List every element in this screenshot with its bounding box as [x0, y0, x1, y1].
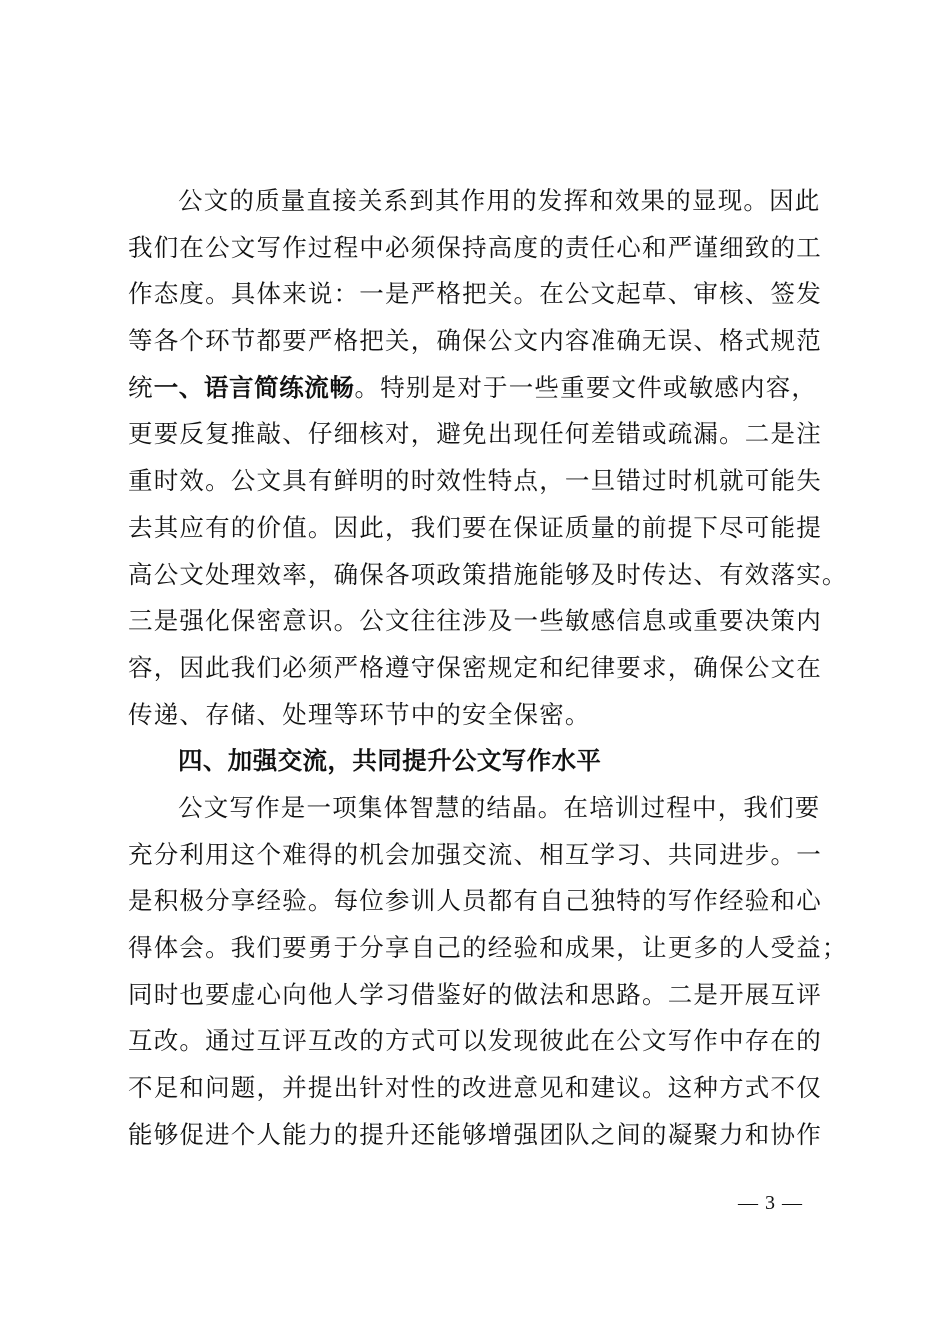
paragraph-2-line-8: 能够促进个人能力的提升还能够增强团队之间的凝聚力和协作 — [128, 1119, 822, 1149]
paragraph-2-line-4: 得体会。我们要勇于分享自己的经验和成果，让更多的人受益； — [128, 933, 848, 962]
document-body — [128, 178, 848, 1158]
paragraph-2-line-7: 不足和问题，并提出针对性的改进意见和建议。这种方式不仅 — [128, 1073, 822, 1103]
section-heading-4: 四、加强交流，共同提升公文写作水平 — [178, 746, 602, 776]
paragraph-2-line-3: 是积极分享经验。每位参训人员都有自己独特的写作经验和心 — [128, 886, 822, 916]
paragraph-1-line-11: 容，因此我们必须严格遵守保密规定和纪律要求，确保公文在 — [128, 652, 822, 682]
paragraph-2-line-1: 公文写作是一项集体智慧的结晶。在培训过程中，我们要 — [178, 792, 821, 822]
paragraph-1-line-9: 高公文处理效率，确保各项政策措施能够及时传达、有效落实。 — [128, 559, 848, 589]
paragraph-2-line-6: 互改。通过互评互改的方式可以发现彼此在公文写作中存在的 — [128, 1026, 822, 1056]
paragraph-1-line-4: 等各个环节都要严格把关，确保公文内容准确无误、格式规范 — [128, 326, 822, 356]
paragraph-2-line-2: 充分利用这个难得的机会加强交流、相互学习、共同进步。一 — [128, 839, 822, 869]
paragraph-1-line-3: 作态度。具体来说：一是严格把关。在公文起草、审核、签发 — [128, 279, 822, 309]
paragraph-1-line-10: 三是强化保密意识。公文往往涉及一些敏感信息或重要决策内 — [128, 606, 822, 636]
page-number: — 3 — — [738, 1192, 803, 1214]
paragraph-1-line-12: 传递、存储、处理等环节中的安全保密。 — [128, 699, 591, 729]
paragraph-1-line-7: 重时效。公文具有鲜明的时效性特点，一旦错过时机就可能失 — [128, 466, 822, 496]
line-5-prefix: 统 — [128, 372, 154, 402]
paragraph-2-line-5: 同时也要虚心向他人学习借鉴好的做法和思路。二是开展互评 — [128, 979, 822, 1009]
paragraph-1-line-6: 更要反复推敲、仔细核对，避免出现任何差错或疏漏。二是注 — [128, 419, 822, 449]
paragraph-1-line-5 — [128, 365, 838, 412]
inline-bold-heading: 一、语言简练流畅 — [153, 372, 355, 402]
paragraph-1-line-1: 公文的质量直接关系到其作用的发挥和效果的显现。因此 — [178, 186, 821, 215]
paragraph-1-line-8: 去其应有的价值。因此，我们要在保证质量的前提下尽可能提 — [128, 512, 822, 542]
line-5-suffix: 。特别是对于一些重要文件或敏感内容， — [354, 372, 818, 402]
paragraph-1-line-2: 我们在公文写作过程中必须保持高度的责任心和严谨细致的工 — [128, 232, 822, 262]
